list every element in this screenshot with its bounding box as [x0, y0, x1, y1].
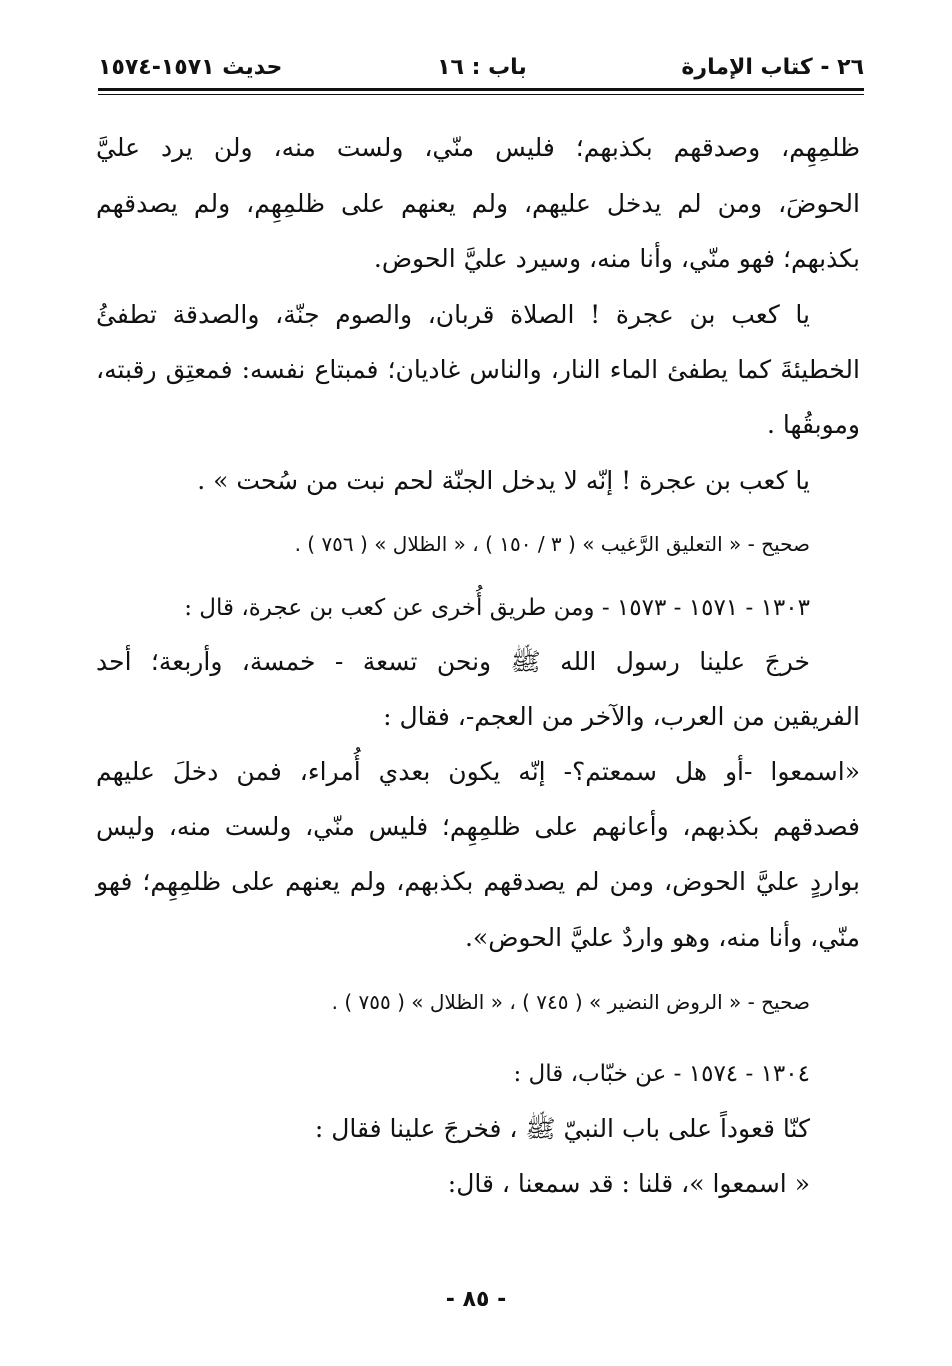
- text-line: فصدقهم بكذبهم، وأعانهم على ظلمِهِم؛ فليس منّي، ولست منه، وليس: [96, 812, 860, 841]
- header-rule-thick: [98, 88, 864, 91]
- header-section: باب : ١٦: [437, 54, 527, 80]
- text-line: بكذبهم؛ فهو منّي، وأنا منه، وسيرد عليَّ الحوض.: [373, 244, 860, 273]
- text-line: وموبقُها .: [766, 410, 860, 439]
- text-line: «اسمعوا -أو هل سمعتم؟- إنّه يكون بعدي أُمراء، فمن دخلَ عليهم: [96, 757, 860, 786]
- hadith-heading: ١٣٠٤ - ١٥٧٤ - عن خبّاب، قال :: [513, 1061, 810, 1087]
- running-header: [98, 50, 864, 84]
- text-line: الحوضَ، ومن لم يدخل عليهم، ولم يعنهم على ظلمِهِم، ولم يصدقهم: [96, 189, 860, 218]
- text-line: يا كعب بن عجرة ! إنّه لا يدخل الجنّة لحم نبت من سُحت » .: [197, 466, 810, 495]
- text-line: بواردٍ عليَّ الحوض، ومن لم يصدقهم بكذبهم، ولم يعنهم على ظلمِهِم؛ فهو: [96, 867, 860, 896]
- text-line: ظلمِهِم، وصدقهم بكذبهم؛ فليس منّي، ولست منه، ولن يرد عليَّ: [96, 133, 860, 162]
- hadith-heading: ١٣٠٣ - ١٥٧١ - ١٥٧٣ - ومن طريق أُخرى عن كعب بن عجرة، قال :: [184, 595, 810, 621]
- text-line: الفريقين من العرب، والآخر من العجم-، فقال :: [383, 702, 860, 731]
- header-chapter: ٢٦ - كتاب الإمارة: [681, 54, 864, 80]
- text-line: الخطيئةَ كما يطفئ الماء النار، والناس غاديان؛ فمبتاع نفسه: فمعتِق رقبته،: [96, 355, 860, 384]
- text-line: منّي، وأنا منه، وهو واردٌ عليَّ الحوض».: [464, 923, 860, 952]
- text-line: كنّا قعوداً على باب النبيّ ﷺ ، فخرجَ علينا فقال :: [314, 1114, 810, 1143]
- text-line: « اسمعوا »، قلنا : قد سمعنا ، قال:: [447, 1169, 810, 1198]
- header-hadith-range: حديث ١٥٧١-١٥٧٤: [98, 54, 283, 80]
- header-rule-thin: [98, 94, 864, 95]
- source-citation: صحيح - « التعليق الرَّغيب » ( ٣ / ١٥٠ ) ، « الظلال » ( ٧٥٦ ) .: [294, 532, 810, 556]
- source-citation: صحيح - « الروض النضير » ( ٧٤٥ ) ، « الظلال » ( ٧٥٥ ) .: [331, 990, 810, 1014]
- text-line: خرجَ علينا رسول الله ﷺ ونحن تسعة - خمسة، وأربعة؛ أحد: [96, 647, 810, 676]
- text-line: يا كعب بن عجرة ! الصلاة قربان، والصوم جنّة، والصدقة تطفئُ: [96, 300, 810, 329]
- page-number: - ٨٥ -: [445, 1287, 507, 1312]
